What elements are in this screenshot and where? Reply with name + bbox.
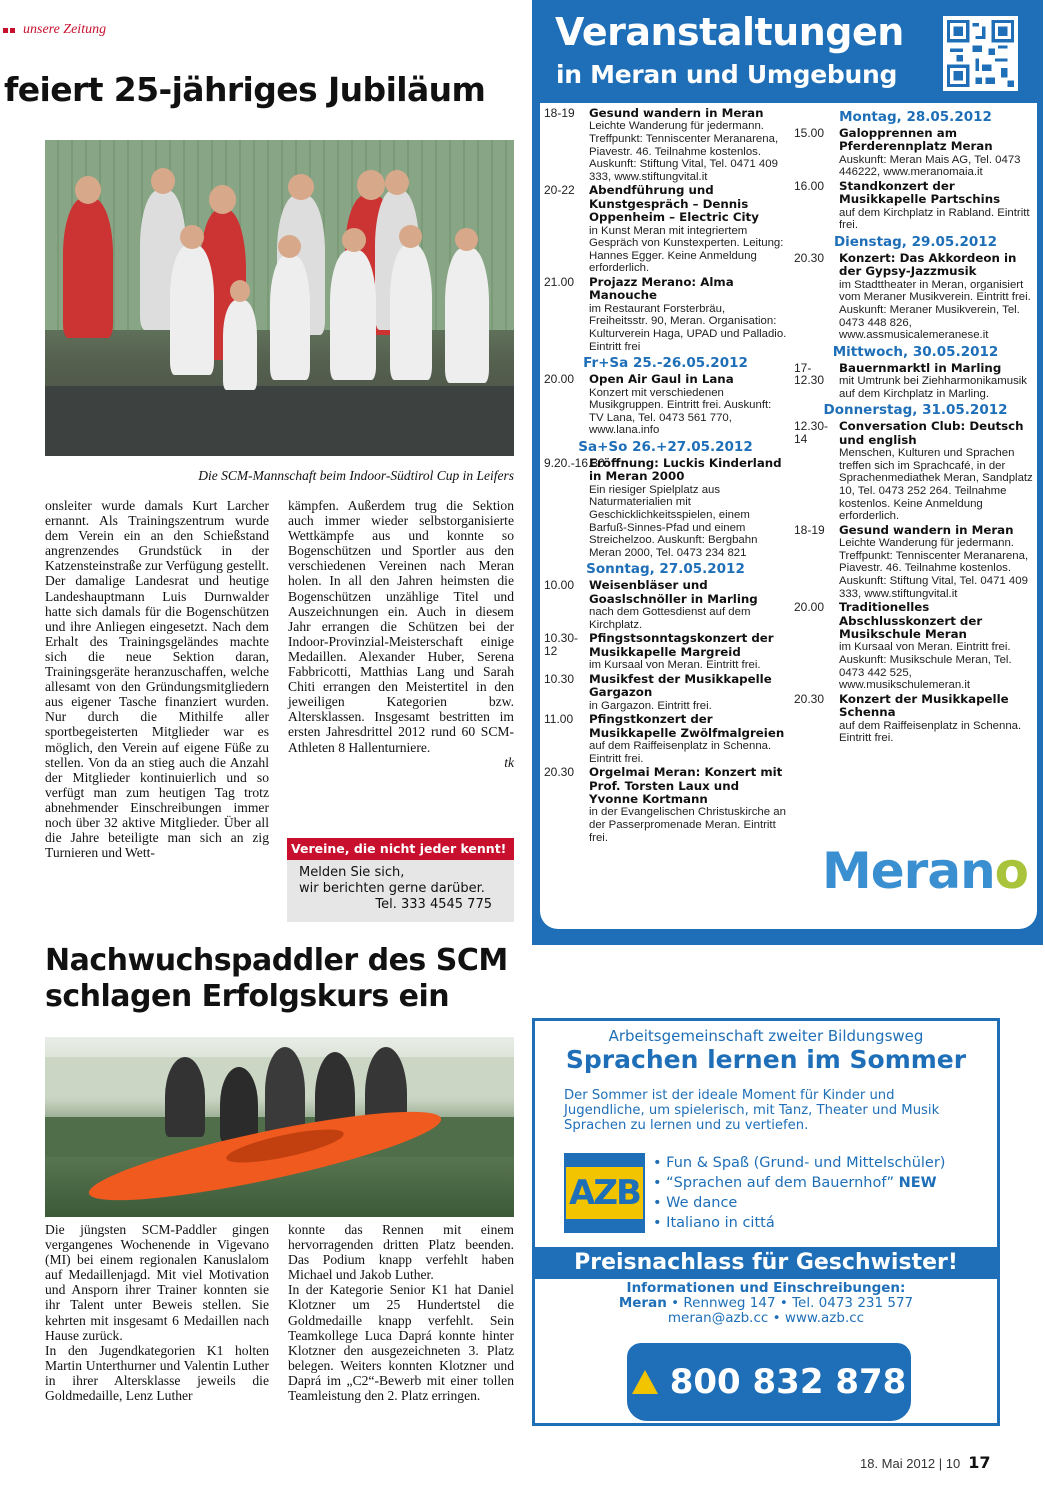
azb-logo-text: AZB — [566, 1167, 643, 1219]
article-text: In der Kategorie Senior K1 hat Daniel Klotzner um 25 Hundertstel die Goldmedaille knapp verfehlt. Sein Teamkollege Luca Daprá konnte hinter Klotzner den ausgezeichneten 3. Platz belegen. Weiters konnten Klotzner und Daprá im „C2“-Bewerb mit einer tollen Teamleistung den 2. Platz erringen. — [288, 1282, 514, 1404]
page-number: 17 — [968, 1453, 991, 1472]
azb-logo — [564, 1153, 645, 1233]
event-item — [794, 420, 1037, 522]
event-item — [544, 373, 787, 437]
event-item — [544, 276, 787, 353]
article-headline: feiert 25-jähriges Jubiläum — [4, 70, 486, 109]
vereine-ad-line: wir berichten gerne darüber. — [299, 881, 485, 896]
event-time: 20.30 — [794, 251, 825, 265]
article2-headline-line: schlagen Erfolgskurs ein — [45, 979, 450, 1014]
event-title: Projazz Merano: Alma Manouche — [589, 274, 734, 303]
event-title: Bauernmarktl in Marling — [839, 360, 1002, 375]
event-description: mit Umtrunk bei Ziehharmonikamusik auf dem Kirchplatz in Marling. — [839, 375, 1028, 400]
azb-offer-text: • “Sprachen auf dem Bauernhof” — [653, 1175, 894, 1191]
article-text: konnte das Rennen mit einem hervorragenden dritten Platz beenden. Das Podium knapp verfehlt haben Michael und Jakob Luther. — [288, 1222, 514, 1283]
event-description: in der Evangelischen Christuskirche an der Passerpromenade Meran. Eintritt frei. — [589, 806, 786, 844]
azb-offer-item: • Fun & Spaß (Grund- und Mittelschüler) — [653, 1155, 946, 1171]
azb-info-title: Informationen und Einschreibungen: — [626, 1280, 906, 1296]
azb-offer-item: • We dance — [653, 1195, 738, 1211]
article-text: onsleiter wurde damals Kurt Larcher ernannt. Als Trainingszentrum wurde dem Verein ein an den Schießstand angrenzendes Grundstück in der Katzensteinstraße zur Verfügung gestellt. Der damalige Landesrat und heutige Landeshauptmann Luis Durnwalder hatte sich damals für die Bogenschützen und ihre Anliegen eingesetzt. Nach dem Erhalt des Trainingsgeländes machte sich die neue Sektion daran, Trainingsgeräte heranzuschaffen, welche allesamt von den Gründungsmitgliedern aus eigener Tasche finanziert wurden. Nur durch die Mithilfe aller sportbegeisterten Mitglieder war es möglich, den Verein auf eigene Füße zu stellen. Von da an stieg auch die Anzahl der Mitglieder kontinuierlich und so verfügt man zum heutigen Tag trotz abnehmender Einschreibungen immer noch über 32 aktive Mitglieder. Über all die Jahre beteiligte man sich an zig Turnieren und Wett- — [45, 498, 269, 861]
article2-headline — [45, 943, 508, 1015]
event-time: 18-19 — [544, 106, 575, 120]
event-time: 9.20.-16.30 — [544, 455, 605, 470]
event-description: im Restaurant Forsterbräu, Freiheitsstr. 90, Meran. Organisation: Kulturverein Haga, UPAD und Palladio. Eintritt frei — [589, 302, 787, 353]
page-footer — [860, 1453, 991, 1472]
event-time: 15.00 — [794, 126, 825, 140]
vereine-ad-title: Vereine, die nicht jeder kennt! — [287, 838, 514, 860]
event-title: Weisenbläser und Goaslschnöller in Marling — [589, 578, 758, 606]
article-column-1 — [45, 498, 269, 860]
event-description: Auskunft: Meran Mais AG, Tel. 0473 446222, www.meranomaia.it — [839, 153, 1021, 179]
event-time: 10.30-12 — [544, 631, 579, 658]
event-time: 20.00 — [794, 600, 825, 615]
article-text: In den Jugendkategorien K1 holten Martin Unterthurner und Valentin Luther in ihrer Altersklasse jeweils die Goldmedaille, Lenz Luther — [45, 1342, 269, 1404]
event-item — [794, 180, 1037, 232]
article-column-2 — [288, 498, 514, 770]
event-item — [544, 457, 787, 559]
event-item — [794, 252, 1037, 342]
azb-discount-banner: Preisnachlass für Geschwister! — [535, 1247, 997, 1279]
warning-triangle-icon — [632, 1370, 658, 1394]
event-description: Menschen, Kulturen und Sprachen treffen sich im Sprachcafé, in der Sprachenmediathek Meran, Sandplatz 10, Tel. 0473 252 264. Teilnahme kostenlos. Keine Anmeldung erforderlich. — [839, 447, 1033, 523]
events-subtitle: in Meran und Umgebung — [556, 60, 898, 89]
event-time: 20.30 — [794, 691, 825, 706]
event-item — [544, 107, 787, 183]
azb-info — [535, 1281, 997, 1326]
event-day-heading: Donnerstag, 31.05.2012 — [823, 402, 1008, 419]
azb-info-address — [535, 1296, 997, 1311]
article-author: tk — [504, 754, 514, 770]
publication-brand — [3, 22, 106, 38]
event-item — [794, 362, 1037, 401]
event-description: Leichte Wanderung für jedermann. Treffpunkt: Tenniscenter Meranarena, Piavestr. 46. Teilnahme kostenlos. Auskunft: Stiftung Vital, Tel. 0471 409 333, www.stiftungvital.it — [839, 537, 1029, 600]
azb-org: Arbeitsgemeinschaft zweiter Bildungsweg — [608, 1027, 924, 1045]
event-description: Ein riesiger Spielplatz aus Naturmaterialien mit Geschicklichkeitsspielen, einem Barfuß-Sinnes-Pfad und einem Streichelzoo. Auskunft: Bergbahn Meran 2000, Tel. 0473 234 821 — [589, 483, 758, 559]
event-description: im Kursaal von Meran. Eintritt frei. — [589, 659, 761, 672]
event-title: Pfingstkonzert der Musikkapelle Zwölfmalgreien — [589, 712, 785, 740]
event-item — [794, 601, 1037, 692]
event-title: Eröffnung: Luckis Kinderland in Meran 2000 — [589, 455, 782, 484]
event-title: Abendführung und Kunstgespräch – Dennis Oppenheim – Electric City — [589, 183, 759, 225]
event-item — [794, 693, 1037, 745]
event-day-heading: Montag, 28.05.2012 — [839, 109, 992, 125]
event-title: Galopprennen am Pferderennplatz Meran — [839, 126, 993, 154]
merano-logo — [822, 842, 1028, 900]
events-column-right — [794, 107, 1037, 746]
event-time: 10.30 — [544, 671, 575, 686]
event-time: 17-12.30 — [794, 360, 825, 388]
merano-logo-text: Meran — [822, 842, 995, 900]
event-item — [544, 673, 787, 712]
azb-offer-item — [653, 1173, 945, 1193]
azb-phone-box[interactable] — [627, 1343, 911, 1421]
event-title: Standkonzert der Musikkapelle Partschins — [839, 179, 1001, 207]
events-column-left — [544, 107, 787, 845]
event-time: 21.00 — [544, 274, 575, 289]
azb-intro: Der Sommer ist der ideale Moment für Kinder und Jugendliche, um spielerisch, mit Tanz, Theater und Musik Sprachen zu lernen und zu vertiefen. — [564, 1088, 940, 1133]
article2-column-1 — [45, 1222, 269, 1403]
event-description: auf dem Raiffeisenplatz in Schenna. Eintritt frei. — [839, 719, 1022, 745]
event-title: Pfingstsonntagskonzert der Musikkapelle Margreid — [589, 631, 774, 659]
event-item — [544, 632, 787, 671]
azb-info-web[interactable]: meran@azb.cc • www.azb.cc — [667, 1310, 865, 1326]
event-item — [794, 524, 1037, 600]
azb-offer-list — [653, 1153, 945, 1233]
event-description: in Gargazon. Eintritt frei. — [589, 699, 712, 712]
event-description: auf dem Kirchplatz in Rabland. Eintritt frei. — [839, 206, 1030, 232]
event-item — [544, 713, 787, 765]
new-badge: NEW — [898, 1175, 937, 1191]
article-text: kämpfen. Außerdem trug die Sektion auch immer wieder selbstorganisierte Wettkämpfe aus und konnte so Bogenschützen und Sportler aus den verschiedenen Vereinen nach Meran holen. In all den Jahren heimsten die Bogenschützen unzählige Titel und Auszeichnungen ein. Auch in diesem Jahr errangen die Schützen bei der Indoor-Provinzial-Meisterschaft einige Medaillen. Alexander Huber, Serena Fabbricotti, Matthias Lang und Sarah Chiti errangen den Meistertitel in den jeweiligen Kategorien bzw. Altersklassen. Insgesamt bestritten im ersten Jahresdrittel 2012 rund 60 SCM-Athleten 8 Hallenturniere. — [288, 498, 514, 755]
event-item — [544, 579, 787, 631]
event-title: Gesund wandern in Meran — [589, 106, 764, 120]
event-time: 16.00 — [794, 179, 825, 193]
event-description: in Kunst Meran mit integriertem Gespräch von Kunstexperten. Leitung: Hannes Egger. Keine Anmeldung erforderlich. — [589, 224, 784, 275]
azb-headline: Sprachen lernen im Sommer — [565, 1045, 967, 1074]
event-time: 10.00 — [544, 578, 575, 593]
event-item — [544, 766, 787, 844]
event-day-heading: Mittwoch, 30.05.2012 — [832, 343, 999, 360]
event-title: Conversation Club: Deutsch und english — [839, 419, 1024, 447]
event-day-heading: Sa+So 26.+27.05.2012 — [578, 438, 753, 455]
event-time: 12.30-14 — [794, 419, 829, 446]
event-title: Konzert: Das Akkordeon in der Gypsy-Jazzmusik — [839, 251, 1017, 279]
event-description: Leichte Wanderung für jedermann. Treffpunkt: Tenniscenter Meranarena, Piavestr. 46. Teilnahme kostenlos. Auskunft: Stiftung Vital, Tel. 0471 409 333, www.stiftungvital.it — [589, 120, 779, 183]
event-title: Gesund wandern in Meran — [839, 522, 1014, 537]
event-description: nach dem Gottesdienst auf dem Kirchplatz. — [589, 606, 751, 631]
event-description: auf dem Raiffeisenplatz in Schenna. Eintritt frei. — [589, 739, 772, 765]
event-time: 20.30 — [544, 765, 575, 780]
event-day-heading: Fr+Sa 25.-26.05.2012 — [583, 355, 748, 372]
azb-ad — [532, 1018, 1000, 1426]
vereine-ad — [287, 838, 514, 922]
event-title: Musikfest der Musikkapelle Gargazon — [589, 671, 772, 700]
azb-info-line: • Rennweg 147 • Tel. 0473 231 577 — [671, 1295, 914, 1311]
vereine-ad-line: Melden Sie sich, — [299, 865, 405, 880]
article-text: Die jüngsten SCM-Paddler gingen vergangenes Wochenende in Vigevano (MI) bei einem regionalen Kanuslalom auf Medaillenjagd. Mit viel Motivation und Ansporn ihrer Trainer konnten sie ihr Talent unter Beweis stellen. Sie kehrten mit insgesamt 6 Medaillen nach Hause zurück. — [45, 1222, 269, 1343]
kayak-photo — [45, 1037, 514, 1217]
event-time: 20-22 — [544, 183, 575, 198]
event-title: Traditionelles Abschlusskonzert der Musikschule Meran — [839, 600, 983, 641]
article2-headline-line: Nachwuchspaddler des SCM — [45, 943, 508, 978]
event-day-heading: Sonntag, 27.05.2012 — [586, 561, 745, 578]
vereine-ad-phone: Tel. 333 4545 775 — [375, 897, 492, 912]
events-title: Veranstaltungen — [555, 10, 904, 54]
event-description: Konzert mit verschiedenen Musikgruppen. Eintritt frei. Auskunft: TV Lana, Tel. 0473 561 770, www.lana.info — [589, 386, 772, 437]
azb-phone-number: 800 832 878 — [669, 1362, 907, 1402]
team-photo — [45, 140, 514, 456]
event-time: 18-19 — [794, 522, 825, 537]
article2-column-2 — [288, 1222, 514, 1403]
publication-name: unsere Zeitung — [23, 22, 107, 37]
event-time: 20.00 — [544, 372, 575, 387]
azb-info-city: Meran — [618, 1295, 667, 1311]
event-title: Open Air Gaul in Lana — [589, 372, 734, 387]
event-time: 11.00 — [544, 712, 574, 727]
event-title: Orgelmai Meran: Konzert mit Prof. Torsten Laux und Yvonne Kortmann — [589, 765, 783, 806]
event-day-heading: Dienstag, 29.05.2012 — [833, 234, 998, 250]
qr-code-icon[interactable] — [943, 16, 1018, 91]
event-item — [544, 184, 787, 275]
event-description: im Stadttheater in Meran, organisiert vom Meraner Musikverein. Eintritt frei. Auskunft: Meraner Musikverein, Tel. 0473 448 826, www.assmusicalemeranese.it — [839, 278, 1031, 342]
event-item — [794, 127, 1037, 179]
photo-caption: Die SCM-Mannschaft beim Indoor-Südtirol Cup in Leifers — [198, 468, 514, 483]
azb-offer-item: • Italiano in cittá — [653, 1215, 775, 1231]
event-title: Konzert der Musikkapelle Schenna — [839, 691, 1009, 720]
event-description: im Kursaal von Meran. Eintritt frei. Auskunft: Musikschule Meran, Tel. 0473 442 525, www.musikschulemeran.it — [839, 641, 1012, 692]
merano-logo-accent: o — [994, 842, 1029, 900]
issue-date: 18. Mai 2012 | 10 — [860, 1456, 961, 1471]
